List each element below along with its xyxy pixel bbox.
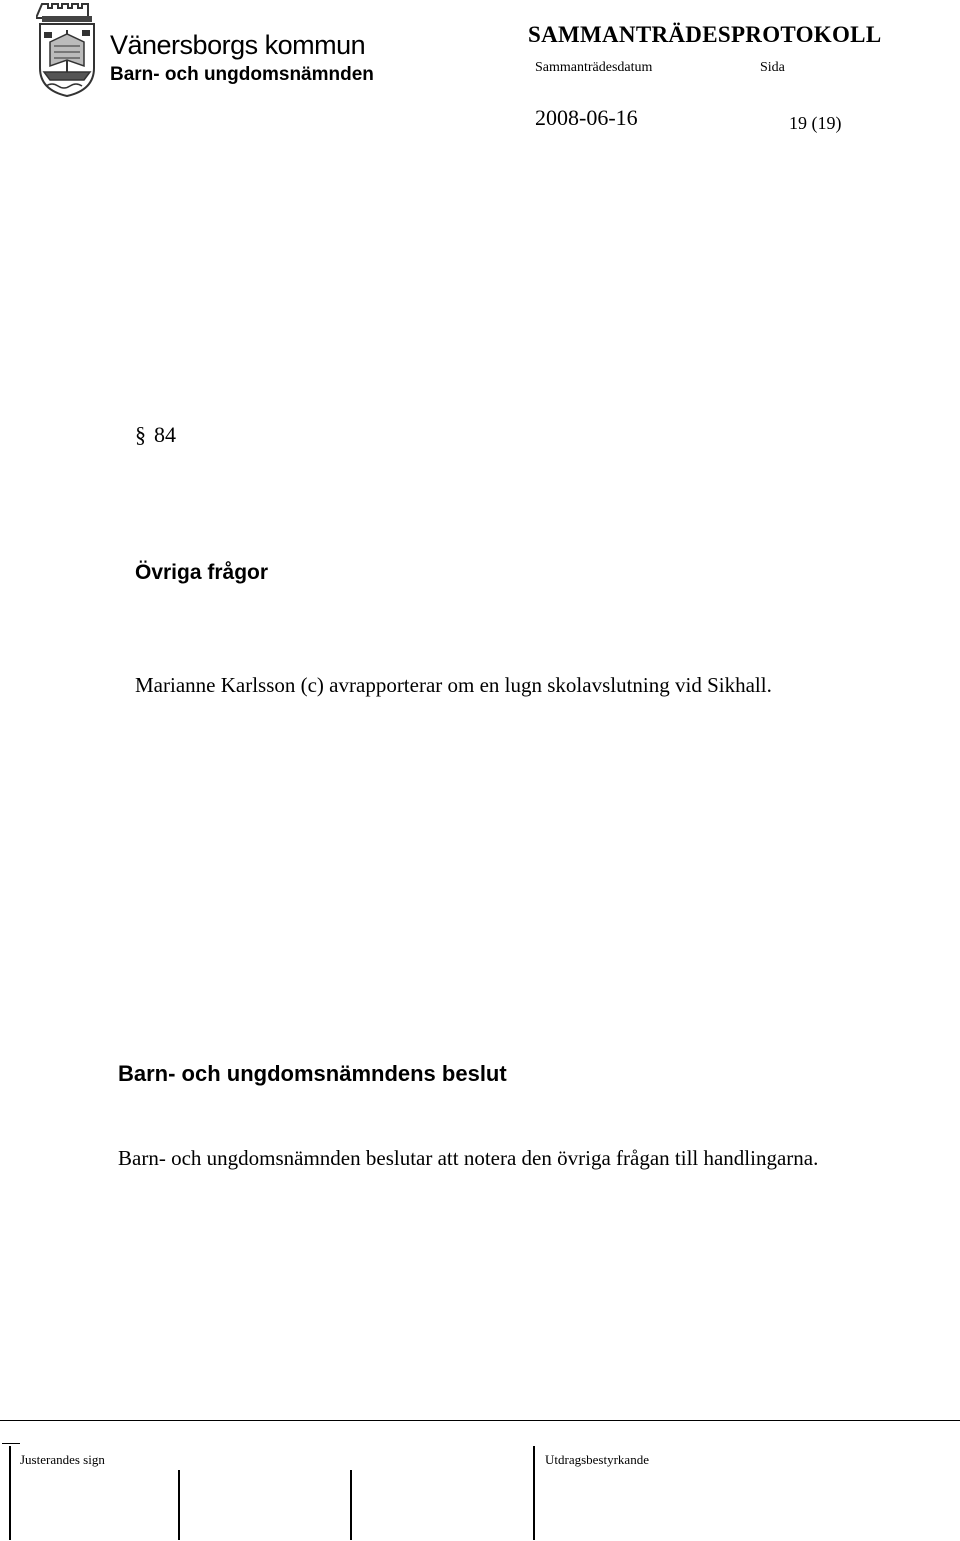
decision-title: Barn- och ungdomsnämndens beslut [118, 1061, 507, 1086]
page-label: Sida [760, 60, 785, 75]
section-title: Övriga frågor [135, 561, 269, 584]
meeting-date-value: 2008-06-16 [535, 105, 638, 130]
organization-name: Vänersborgs kommun [110, 30, 366, 60]
committee-name: Barn- och ungdomsnämnden [110, 64, 374, 85]
signature-box-border [9, 1446, 11, 1540]
meeting-date-label: Sammanträdesdatum [535, 60, 653, 75]
footer-stub-line [2, 1443, 20, 1444]
section-symbol: § [135, 422, 146, 447]
signature-box-divider [178, 1470, 180, 1540]
section-number: 84 [154, 422, 176, 447]
footer-divider [0, 1420, 960, 1421]
signature-box-divider [350, 1470, 352, 1540]
section-text: Marianne Karlsson (c) avrapporterar om en lugn skolavslutning vid Sikhall. [135, 673, 772, 697]
document-type: SAMMANTRÄDESPROTOKOLL [528, 22, 882, 47]
signature-label: Justerandes sign [20, 1452, 105, 1467]
decision-text: Barn- och ungdomsnämnden beslutar att notera den övriga frågan till handlingarna. [118, 1146, 819, 1170]
vanersborg-crest-icon [36, 2, 98, 98]
page-value: 19 (19) [789, 113, 842, 133]
paragraph-number [135, 422, 176, 448]
certification-box-border [533, 1446, 535, 1540]
certification-label: Utdragsbestyrkande [545, 1452, 649, 1467]
